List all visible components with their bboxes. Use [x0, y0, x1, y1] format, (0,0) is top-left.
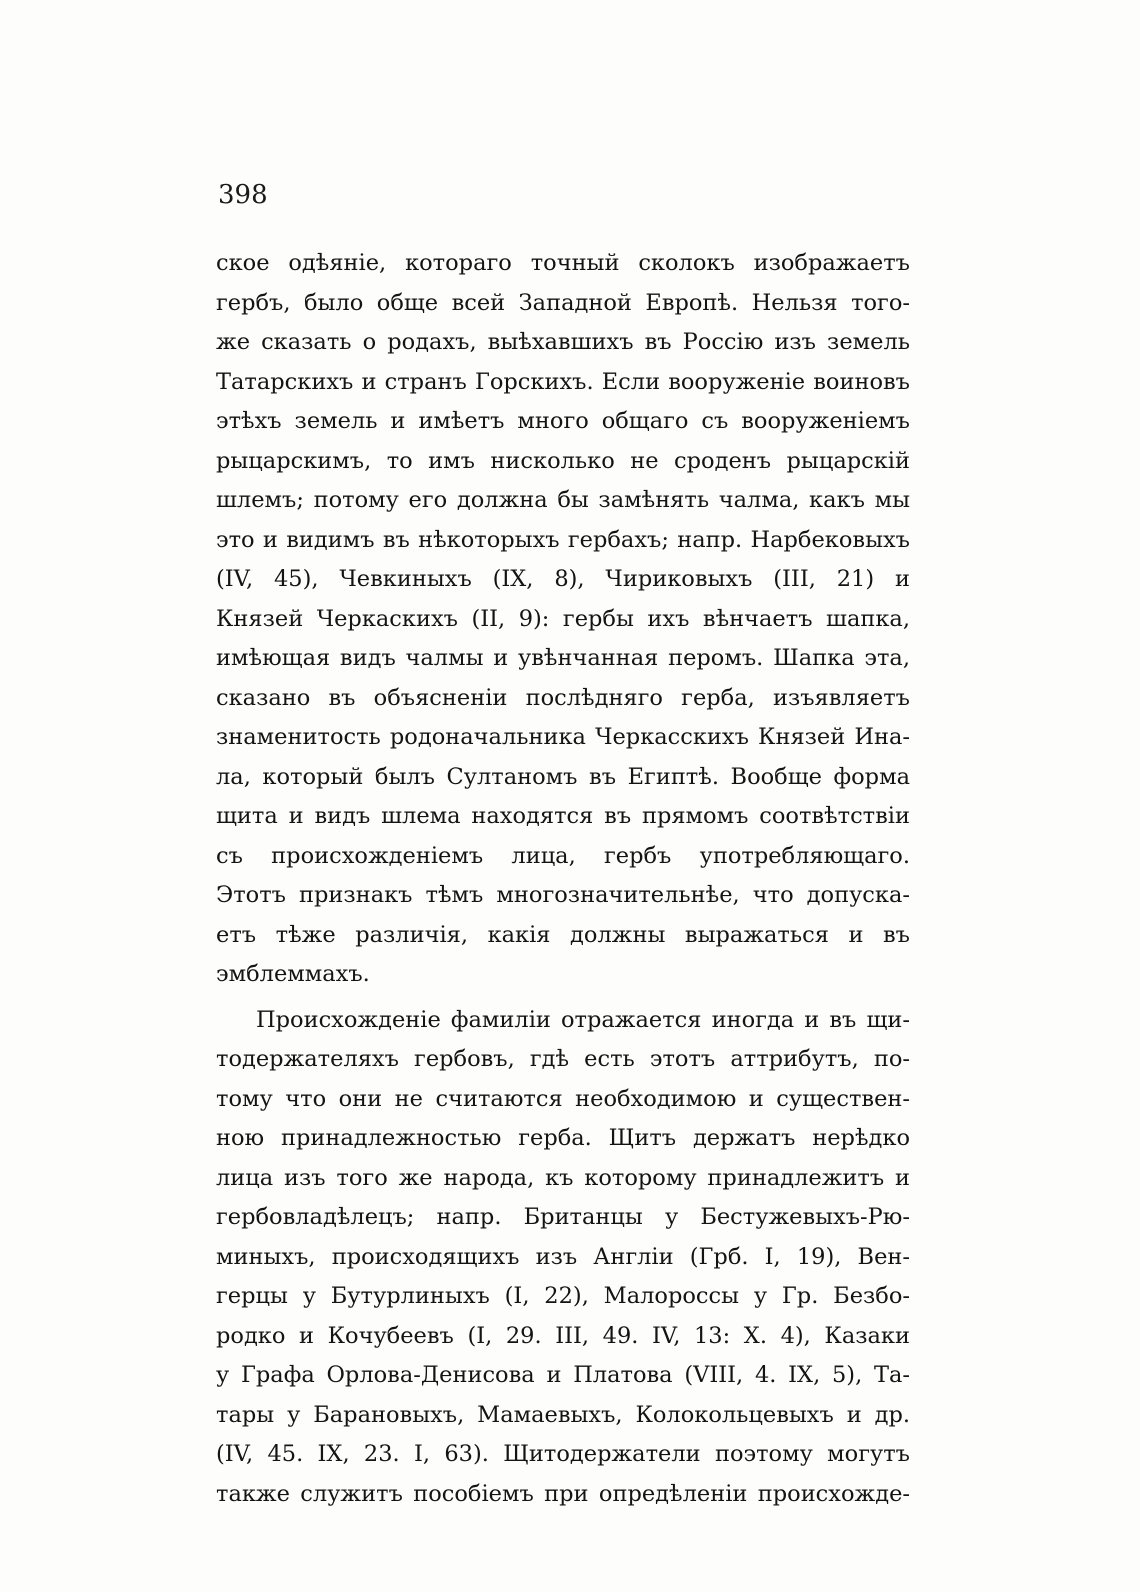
text-line: Князей Черкаскихъ (II, 9): гербы ихъ вѣнчаетъ шапка,: [216, 605, 910, 632]
text-line: Происхожденіе фамиліи отражается иногда и въ щи-: [256, 1006, 910, 1033]
paragraph-1: [216, 244, 910, 995]
text-line: гербовладѣлецъ; напр. Британцы у Бестужевыхъ-Рю-: [216, 1204, 910, 1230]
text-line: тары у Барановыхъ, Мамаевыхъ, Колокольцевыхъ и др.: [216, 1401, 910, 1428]
text-line: у Графа Орлова-Денисова и Платова (VIII, 4. IX, 5), Та-: [216, 1362, 910, 1388]
text-line: съ происхожденіемъ лица, гербъ употребляющаго.: [216, 842, 910, 869]
text-line: (IV, 45. IX, 23. I, 63). Щитодержатели поэтому могутъ: [216, 1441, 910, 1467]
text-line: щита и видъ шлема находятся въ прямомъ соотвѣтствіи: [216, 803, 910, 829]
page-number: 398: [218, 180, 268, 210]
text-line: лица изъ того же народа, къ которому принадлежитъ и: [216, 1164, 910, 1191]
body-text: [216, 244, 910, 1514]
text-line: этѣхъ земель и имѣетъ много общаго съ вооруженіемъ: [216, 408, 910, 434]
text-line: гербъ, было обще всей Западной Европѣ. Нельзя того-: [216, 289, 910, 316]
text-line: (IV, 45), Чевкиныхъ (IX, 8), Чириковыхъ (III, 21) и: [216, 566, 910, 592]
text-line: знаменитость родоначальника Черкасскихъ Князей Ина-: [216, 724, 910, 750]
text-line: рыцарскимъ, то имъ нисколько не сроденъ рыцарскій: [216, 447, 910, 474]
paragraph-2: [216, 1001, 910, 1515]
text-line: также служитъ пособіемъ при опредѣленіи происхожде-: [216, 1480, 910, 1507]
text-line: ла, который былъ Султаномъ въ Египтѣ. Вообще форма: [216, 763, 910, 790]
text-line: сказано въ объясненіи послѣдняго герба, изъявляетъ: [216, 684, 910, 711]
text-line: же сказать о родахъ, выѣхавшихъ въ Россію изъ земель: [216, 329, 910, 355]
text-line: миныхъ, происходящихъ изъ Англіи (Грб. I, 19), Вен-: [216, 1243, 910, 1270]
text-line: это и видимъ въ нѣкоторыхъ гербахъ; напр. Нарбековыхъ: [216, 526, 910, 553]
text-line: Татарскихъ и странъ Горскихъ. Если вооруженіе воиновъ: [216, 368, 910, 395]
text-line: тому что они не считаются необходимою и существен-: [216, 1085, 910, 1112]
text-line: эмблеммахъ.: [216, 961, 370, 987]
text-line: ское одѣяніе, котораго точный сколокъ изображаетъ: [216, 250, 910, 276]
text-line: тодержателяхъ гербовъ, гдѣ есть этотъ аттрибутъ, по-: [216, 1046, 910, 1072]
text-line: Этотъ признакъ тѣмъ многозначительнѣе, что допуска-: [216, 882, 910, 908]
text-line: имѣющая видъ чалмы и увѣнчанная перомъ. Шапка эта,: [216, 645, 910, 671]
text-line: етъ тѣже различія, какія должны выражаться и въ: [216, 921, 910, 948]
text-line: шлемъ; потому его должна бы замѣнять чалма, какъ мы: [216, 487, 910, 513]
text-line: родко и Кочубеевъ (I, 29. III, 49. IV, 13: X. 4), Казаки: [216, 1322, 910, 1349]
text-line: ною принадлежностью герба. Щитъ держатъ нерѣдко: [216, 1125, 910, 1151]
text-line: герцы у Бутурлиныхъ (I, 22), Малороссы у Гр. Безбо-: [216, 1283, 910, 1309]
